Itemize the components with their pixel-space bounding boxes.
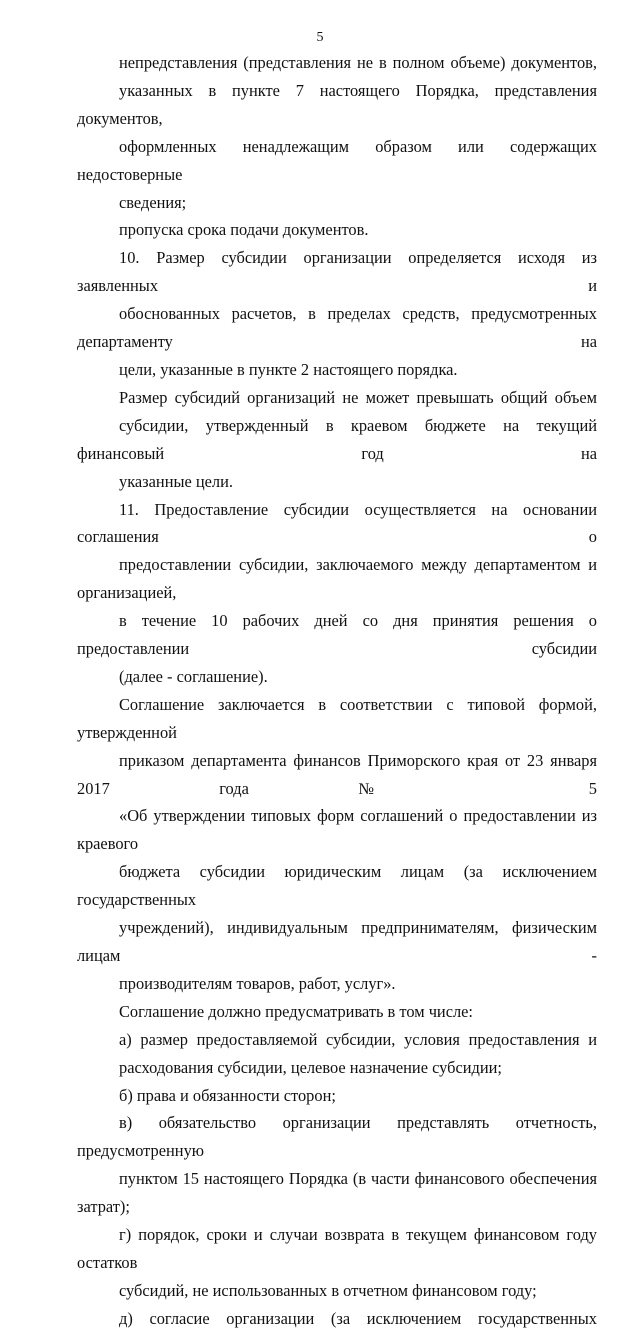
text-line: непредставления (представления не в полном объеме) документов,: [119, 53, 597, 72]
paragraph-11: [77, 496, 597, 691]
paragraph-propuska: [77, 216, 597, 244]
document-body: [77, 49, 597, 1333]
text-line: Соглашение заключается в соответствии с типовой формой, утвержденной: [77, 694, 597, 742]
text-line: 11. Предоставление субсидии осуществляется на основании соглашения о: [77, 499, 597, 547]
paragraph-v: [77, 1109, 597, 1221]
text-line: пунктом 15 настоящего Порядка (в части финансового обеспечения затрат);: [77, 1169, 597, 1217]
text-line: указанных в пункте 7 настоящего Порядка, представления документов,: [77, 80, 597, 128]
text-line: д) согласие организации (за исключением государственных: [119, 1308, 597, 1328]
text-line: 10. Размер субсидии организации определяется исходя из заявленных и: [77, 248, 597, 296]
text-line: субсидий, не использованных в отчетном финансовом году;: [119, 1280, 537, 1300]
text-line: в течение 10 рабочих дней со дня принятия решения о предоставлении субсидии: [77, 611, 597, 659]
text-line: пропуска срока подачи документов.: [119, 220, 369, 240]
paragraph-a: [77, 1026, 597, 1082]
text-line: предоставлении субсидии, заключаемого между департаментом и организацией,: [77, 555, 597, 603]
text-line: Размер субсидий организаций не может превышать общий объем: [119, 387, 597, 407]
text-line: оформленных ненадлежащим образом или содержащих недостоверные: [77, 136, 597, 184]
text-line: приказом департамента финансов Приморского края от 23 января 2017 года № 5: [77, 750, 597, 798]
text-line: б) права и обязанности сторон;: [119, 1085, 336, 1105]
text-line: г) порядок, сроки и случаи возврата в текущем финансовом году остатков: [77, 1225, 597, 1272]
text-line: «Об утверждении типовых форм соглашений о предоставлении из краевого: [77, 806, 597, 854]
text-line: субсидии, утвержденный в краевом бюджете на текущий финансовый год на: [77, 415, 597, 463]
text-line: сведения;: [119, 192, 187, 212]
text-line: (далее - соглашение).: [119, 666, 268, 686]
text-line: а) размер предоставляемой субсидии, условия предоставления и: [119, 1029, 597, 1049]
paragraph-soglashenie-zaklyuchaetsya: [77, 691, 597, 998]
paragraph-g: [77, 1221, 597, 1305]
text-line: расходования субсидии, целевое назначение субсидии;: [119, 1057, 502, 1077]
text-line: бюджета субсидии юридическим лицам (за исключением государственных: [77, 862, 597, 910]
paragraph-razmer-subsidiy: [77, 384, 597, 496]
text-line: учреждений), индивидуальным предпринимателям, физическим лицам -: [77, 918, 597, 965]
text-line: обоснованных расчетов, в пределах средств, предусмотренных департаменту на: [77, 304, 597, 352]
page-number: 5: [316, 30, 324, 45]
paragraph-10: [77, 244, 597, 384]
paragraph-soglashenie-dolzhno: [77, 998, 597, 1026]
paragraph-nepredstavleniya: [77, 49, 597, 216]
text-line: производителям товаров, работ, услуг».: [119, 973, 396, 993]
text-line: в) обязательство организации представлять отчетность, предусмотренную: [77, 1113, 597, 1161]
text-line: указанные цели.: [119, 471, 233, 491]
text-line: Соглашение должно предусматривать в том числе:: [119, 1001, 473, 1021]
text-line: цели, указанные в пункте 2 настоящего порядка.: [119, 359, 458, 379]
paragraph-b: [77, 1082, 597, 1110]
paragraph-d: [77, 1305, 597, 1333]
